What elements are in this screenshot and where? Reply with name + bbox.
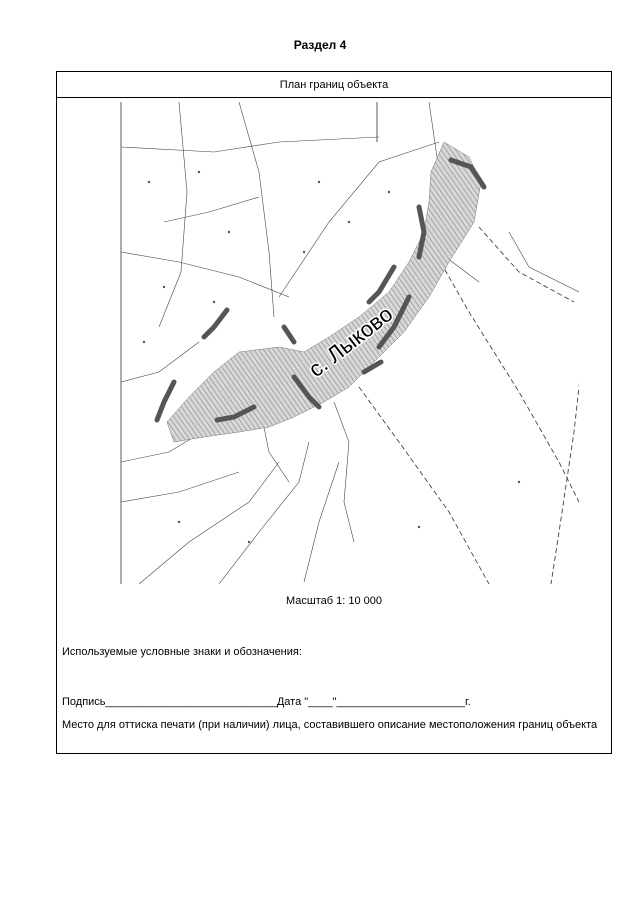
scale-label: Масштаб 1: 10 000: [286, 595, 382, 607]
stamp-note: Место для оттиска печати (при наличии) лица, составившего описание местоположения границ объекта: [62, 719, 598, 731]
legend-caption: Используемые условные знаки и обозначения:: [62, 646, 302, 658]
plan-frame: [56, 71, 612, 754]
dashed-lines: [359, 227, 579, 584]
plan-header: План границ объекта: [57, 72, 611, 98]
section-title: Раздел 4: [293, 38, 347, 52]
signature-line: Подпись____________________________Дата "____"_____________________г.: [62, 696, 471, 708]
boundary-map: [119, 102, 579, 584]
svg-text:с. Лыково: с. Лыково: [303, 301, 398, 382]
settlement-area: [167, 142, 481, 442]
